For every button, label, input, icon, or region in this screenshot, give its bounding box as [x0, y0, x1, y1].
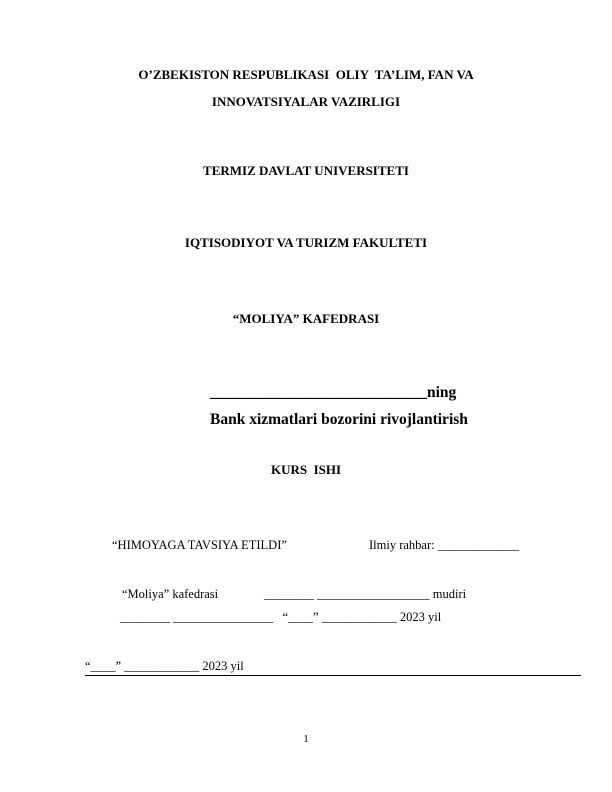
work-topic: Bank xizmatlari bozorini rivojlantirish — [210, 411, 468, 428]
page-number: 1 — [303, 733, 309, 745]
ministry-line-2: INNOVATSIYALAR VAZIRLIGI — [211, 94, 401, 109]
faculty-name: IQTISODIYOT VA TURIZM FAKULTETI — [184, 235, 428, 250]
date-line: “____” ____________ 2023 yil — [85, 659, 244, 673]
horizontal-rule — [85, 675, 581, 676]
department-head-line: ________ __________________ mudiri — [264, 587, 467, 601]
author-line: ____________________________ning — [210, 384, 457, 401]
department-name: “MOLIYA” KAFEDRASI — [232, 311, 380, 326]
university-name: TERMIZ DAVLAT UNIVERSITETI — [203, 163, 409, 178]
department-label: “Moliya” kafedrasi — [122, 587, 219, 601]
supervisor-line: Ilmiy rahbar: _____________ — [369, 538, 519, 552]
work-type: KURS ISHI — [270, 462, 342, 477]
recommendation-label: “HIMOYAGA TAVSIYA ETILDI” — [112, 538, 287, 552]
signature-date-line: ________ ________________ “____” ____________ 2023 yil — [120, 610, 442, 624]
ministry-line-1: O’ZBEKISTON RESPUBLIKASI OLIY TA’LIM, FAN VA — [138, 67, 474, 82]
